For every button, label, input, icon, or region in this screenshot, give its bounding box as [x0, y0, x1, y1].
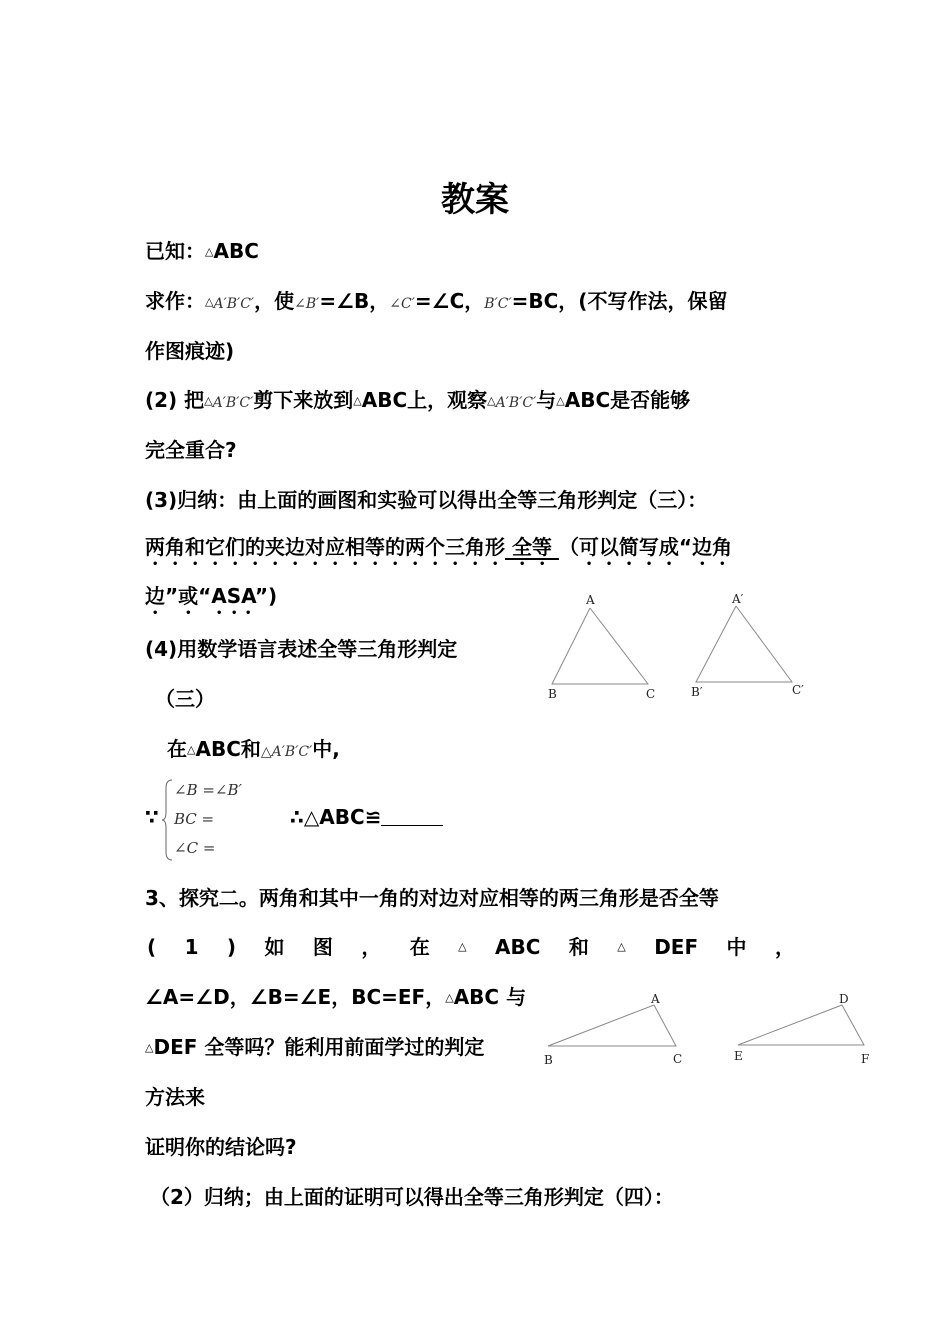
- vertex-b-label: B: [548, 687, 557, 701]
- triangle-def-figure: [730, 988, 880, 1068]
- in-triangles-line: 在△ABC和△A′B′C′中,: [167, 737, 340, 761]
- answer-blank: 全等: [505, 535, 559, 559]
- question1-line-4: 方法来: [145, 1085, 205, 1109]
- condition-side-bc: BC =: [174, 810, 215, 828]
- vertex-a-label: A: [586, 593, 595, 607]
- vertex-bp-label: B′: [691, 685, 703, 699]
- vertex-ap-label: A′: [732, 592, 744, 606]
- vertex-a2-label: A: [651, 992, 660, 1006]
- question2-line: （2）归纳；由上面的证明可以得出全等三角形判定（四）：: [150, 1185, 674, 1209]
- therefore-line: ∴△ABC≌: [290, 804, 443, 830]
- triangle-abc-figure-2: [540, 988, 690, 1068]
- step4-line: (4)用数学语言表述全等三角形判定: [145, 637, 458, 661]
- page-title: 教案: [441, 180, 509, 220]
- step3-line: (3)归纳：由上面的画图和实验可以得出全等三角形判定（三）：: [145, 488, 708, 512]
- construct-line: 求作：△A′B′C′，使∠B′=∠B，∠C′=∠C，B′C′=BC，(不写作法，保留: [145, 289, 728, 313]
- step2-line-2: 完全重合?: [145, 438, 237, 462]
- vertex-b2-label: B: [544, 1053, 553, 1067]
- vertex-cp-label: C′: [792, 683, 804, 697]
- vertex-f-label: F: [861, 1052, 870, 1066]
- congruence-blank: [381, 807, 443, 826]
- vertex-c2-label: C: [673, 1052, 683, 1066]
- vertex-e-label: E: [734, 1049, 743, 1063]
- triangle-apbpcp-figure: [688, 590, 818, 702]
- construct-line-2: 作图痕迹): [145, 339, 235, 363]
- left-brace: [160, 778, 174, 862]
- question1-line: ( 1 ) 如 图 ， 在 △ ABC 和 △ DEF 中 ，: [147, 935, 795, 959]
- step4-line-2: （三）: [155, 687, 215, 711]
- condition-angle-c: ∠C =: [174, 839, 216, 857]
- triangle-abc-figure: [540, 592, 660, 704]
- step2-line: (2) 把△A′B′C′剪下来放到△ABC上，观察△A′B′C′与△ABC是否能够: [145, 388, 691, 412]
- condition-angle-b: ∠B =∠B′: [174, 781, 242, 799]
- known-line: 已知：△ABC: [145, 239, 259, 263]
- because-symbol: ∵: [145, 805, 159, 829]
- vertex-c-label: C: [646, 687, 656, 701]
- question1-line-3: △DEF 全等吗？能利用前面学过的判定: [145, 1035, 485, 1059]
- vertex-d-label: D: [839, 992, 849, 1006]
- step3-theorem: 两角和它们的夹边对应相等的两个三角形 全等 （可以简写成“边角: [145, 535, 733, 559]
- explore-title: 3、探究二。两角和其中一角的对边对应相等的两三角形是否全等: [145, 886, 719, 910]
- step3-abbrev: 边”或“ASA”): [145, 584, 278, 608]
- question1-line-5: 证明你的结论吗?: [145, 1135, 297, 1159]
- question1-conditions: ∠A=∠D，∠B=∠E，BC=EF，△ABC 与: [145, 985, 527, 1009]
